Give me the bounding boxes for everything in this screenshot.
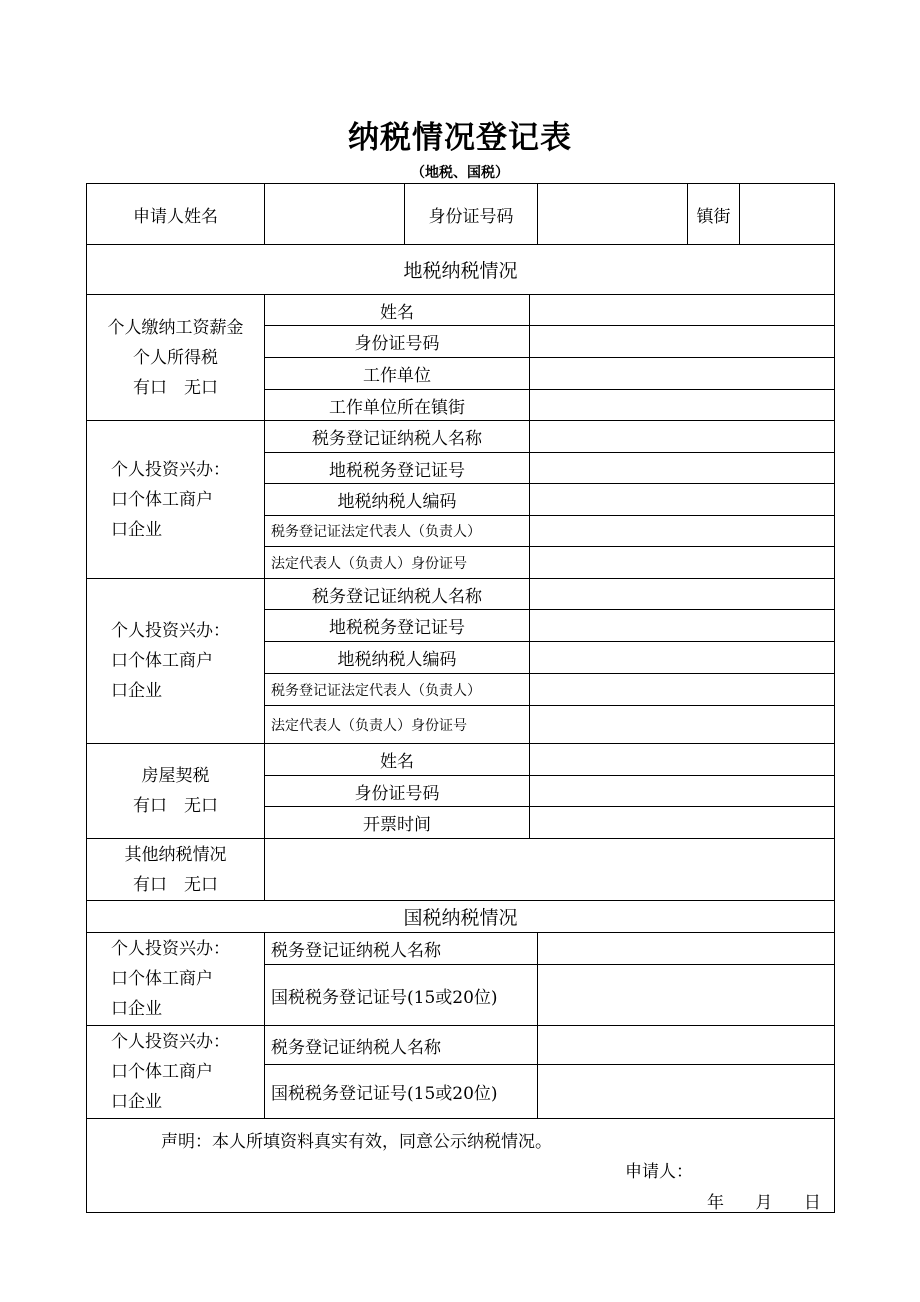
individual-business-checkbox[interactable]: 口个体工商户 bbox=[111, 969, 213, 989]
salary-field-employer: 工作单位 bbox=[265, 358, 530, 390]
salary-tax-label bbox=[87, 295, 265, 421]
enterprise-checkbox[interactable]: 口企业 bbox=[111, 1092, 162, 1112]
other-tax-input[interactable] bbox=[265, 839, 835, 901]
individual-business-checkbox[interactable]: 口个体工商户 bbox=[111, 1062, 213, 1082]
declaration-date bbox=[707, 1188, 821, 1213]
deed-invoice-time-input[interactable] bbox=[530, 807, 835, 839]
date-month-label: 月 bbox=[755, 1193, 773, 1213]
local-investment-1-label bbox=[87, 421, 265, 579]
applicant-id-label: 身份证号码 bbox=[405, 184, 538, 245]
applicant-name-label: 申请人姓名 bbox=[87, 184, 265, 245]
local-inv2-field-legal-rep: 税务登记证法定代表人（负责人） bbox=[265, 674, 530, 706]
declaration-text: 声明：本人所填资料真实有效，同意公示纳税情况。 bbox=[161, 1132, 552, 1152]
local-inv1-field-reg-no: 地税税务登记证号 bbox=[265, 453, 530, 484]
salary-employer-town-input[interactable] bbox=[530, 390, 835, 421]
local-inv2-taxpayer-code-input[interactable] bbox=[530, 642, 835, 674]
local-tax-section-title: 地税纳税情况 bbox=[87, 245, 835, 295]
local-inv2-field-taxpayer-name: 税务登记证纳税人名称 bbox=[265, 579, 530, 610]
salary-id-input[interactable] bbox=[530, 326, 835, 358]
local-inv1-taxpayer-name-input[interactable] bbox=[530, 421, 835, 453]
local-inv2-field-reg-no: 地税税务登记证号 bbox=[265, 610, 530, 642]
national-investment-1-label bbox=[87, 933, 265, 1026]
salary-field-id: 身份证号码 bbox=[265, 326, 530, 358]
enterprise-checkbox[interactable]: 口企业 bbox=[111, 519, 162, 540]
deed-field-id: 身份证号码 bbox=[265, 776, 530, 807]
salary-name-input[interactable] bbox=[530, 295, 835, 326]
enterprise-checkbox[interactable]: 口企业 bbox=[111, 999, 162, 1019]
deed-name-input[interactable] bbox=[530, 744, 835, 776]
deed-tax-label-line: 房屋契税 bbox=[141, 766, 210, 786]
local-inv2-field-taxpayer-code: 地税纳税人编码 bbox=[265, 642, 530, 674]
national-inv1-reg-no-input[interactable] bbox=[538, 965, 835, 1026]
national-investment-2-label bbox=[87, 1026, 265, 1119]
form-subtitle: （地税、国税） bbox=[411, 165, 509, 181]
investment-label-line: 个人投资兴办： bbox=[111, 939, 230, 959]
local-inv1-field-legal-rep: 税务登记证法定代表人（负责人） bbox=[265, 516, 530, 547]
national-inv2-reg-no-input[interactable] bbox=[538, 1065, 835, 1119]
national-inv2-field-reg-no: 国税税务登记证号(15或20位) bbox=[265, 1065, 538, 1119]
national-inv2-field-taxpayer-name: 税务登记证纳税人名称 bbox=[265, 1026, 538, 1065]
other-tax-label-line: 其他纳税情况 bbox=[124, 844, 227, 865]
national-inv1-field-taxpayer-name: 税务登记证纳税人名称 bbox=[265, 933, 538, 965]
applicant-row bbox=[87, 184, 835, 245]
local-inv2-legal-rep-id-input[interactable] bbox=[530, 706, 835, 744]
local-inv1-reg-no-input[interactable] bbox=[530, 453, 835, 484]
local-inv1-field-legal-rep-id: 法定代表人（负责人）身份证号 bbox=[265, 547, 530, 579]
applicant-town-label: 镇街 bbox=[688, 184, 740, 245]
date-year-label: 年 bbox=[707, 1193, 724, 1213]
individual-business-checkbox[interactable]: 口个体工商户 bbox=[111, 651, 213, 671]
salary-employer-input[interactable] bbox=[530, 358, 835, 390]
local-inv2-reg-no-input[interactable] bbox=[530, 610, 835, 642]
deed-tax-label bbox=[87, 744, 265, 839]
enterprise-checkbox[interactable]: 口企业 bbox=[111, 681, 162, 701]
national-inv1-taxpayer-name-input[interactable] bbox=[538, 933, 835, 965]
local-inv2-taxpayer-name-input[interactable] bbox=[530, 579, 835, 610]
national-tax-section-title: 国税纳税情况 bbox=[87, 901, 835, 933]
declaration-block bbox=[87, 1119, 835, 1213]
local-inv1-legal-rep-id-input[interactable] bbox=[530, 547, 835, 579]
local-inv1-field-taxpayer-code: 地税纳税人编码 bbox=[265, 484, 530, 516]
local-inv1-taxpayer-code-input[interactable] bbox=[530, 484, 835, 516]
individual-business-checkbox[interactable]: 口个体工商户 bbox=[111, 489, 213, 510]
salary-tax-checkbox-line[interactable]: 有口 无口 bbox=[133, 377, 218, 398]
national-inv1-field-reg-no: 国税税务登记证号(15或20位) bbox=[265, 965, 538, 1026]
local-inv2-legal-rep-input[interactable] bbox=[530, 674, 835, 706]
deed-id-input[interactable] bbox=[530, 776, 835, 807]
investment-label-line: 个人投资兴办： bbox=[111, 621, 230, 641]
local-inv2-field-legal-rep-id: 法定代表人（负责人）身份证号 bbox=[265, 706, 530, 744]
national-inv2-taxpayer-name-input[interactable] bbox=[538, 1026, 835, 1065]
deed-field-name: 姓名 bbox=[265, 744, 530, 776]
local-inv1-legal-rep-input[interactable] bbox=[530, 516, 835, 547]
local-investment-2-label bbox=[87, 579, 265, 744]
tax-registration-table bbox=[86, 183, 835, 1213]
date-day-label: 日 bbox=[803, 1193, 821, 1213]
declaration-applicant-label: 申请人： bbox=[625, 1162, 693, 1182]
applicant-town-input[interactable] bbox=[740, 184, 835, 245]
other-tax-checkbox-line[interactable]: 有口 无口 bbox=[133, 874, 218, 895]
salary-tax-label-line: 个人所得税 bbox=[133, 347, 218, 368]
salary-field-name: 姓名 bbox=[265, 295, 530, 326]
investment-label-line: 个人投资兴办： bbox=[111, 459, 230, 480]
investment-label-line: 个人投资兴办： bbox=[111, 1032, 230, 1052]
applicant-id-input[interactable] bbox=[538, 184, 688, 245]
other-tax-label bbox=[87, 839, 265, 901]
applicant-name-input[interactable] bbox=[265, 184, 405, 245]
salary-field-employer-town: 工作单位所在镇街 bbox=[265, 390, 530, 421]
salary-tax-label-line: 个人缴纳工资薪金 bbox=[107, 317, 244, 338]
deed-field-invoice-time: 开票时间 bbox=[265, 807, 530, 839]
deed-tax-checkbox-line[interactable]: 有口 无口 bbox=[133, 796, 218, 816]
local-inv1-field-taxpayer-name: 税务登记证纳税人名称 bbox=[265, 421, 530, 453]
form-title: 纳税情况登记表 bbox=[348, 120, 572, 156]
